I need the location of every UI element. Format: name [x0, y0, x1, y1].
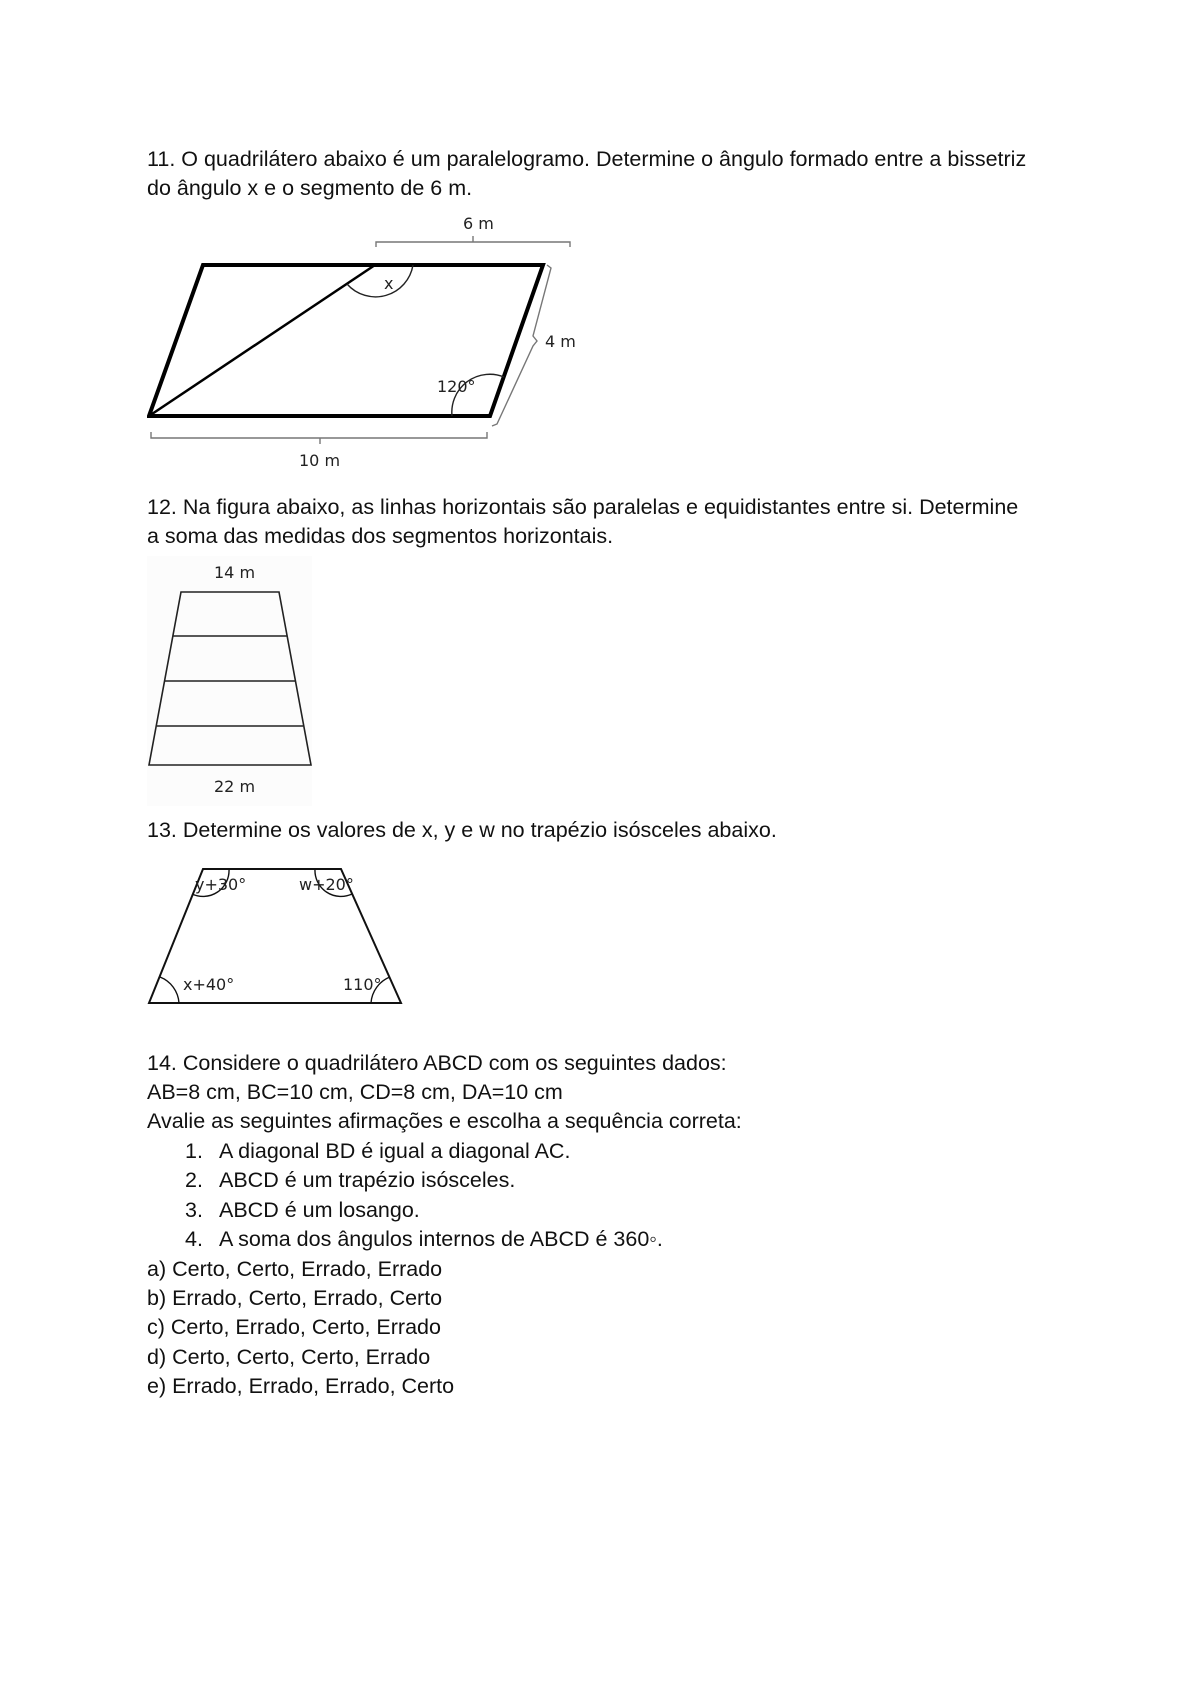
- statement-text: ABCD é um losango.: [219, 1198, 420, 1222]
- q12-trapezoid-figure: [147, 556, 317, 806]
- q14-text-line-2: AB=8 cm, BC=10 cm, CD=8 cm, DA=10 cm: [147, 1080, 563, 1104]
- q13-text-line: 13. Determine os valores de x, y e w no trapézio isósceles abaixo.: [147, 818, 777, 842]
- q13-bottom-left-label: x+40°: [183, 975, 235, 994]
- q14-statement: [185, 1225, 663, 1254]
- q12-text-line-1: 12. Na figura abaixo, as linhas horizontais são paralelas e equidistantes entre si. Determine: [147, 495, 1019, 519]
- statement-number: 1.: [185, 1139, 203, 1163]
- q14-option-a: a) Certo, Certo, Errado, Errado: [147, 1257, 443, 1281]
- q11-segment: [149, 265, 375, 416]
- q11-text-line-1: 11. O quadrilátero abaixo é um paralelogramo. Determine o ângulo formado entre a bissetriz: [147, 147, 1027, 171]
- q11-parallelogram: [149, 265, 543, 416]
- statement-text: A diagonal BD é igual a diagonal AC.: [219, 1139, 571, 1163]
- q11-bottom-label: 10 m: [299, 451, 341, 470]
- q12-text-line-2: a soma das medidas dos segmentos horizontais.: [147, 524, 614, 548]
- q14-statement: [185, 1137, 570, 1166]
- q11-text-line-2: do ângulo x e o segmento de 6 m.: [147, 176, 473, 200]
- q13-top-left-label: y+30°: [195, 875, 247, 894]
- q14-option-b: b) Errado, Certo, Errado, Certo: [147, 1286, 443, 1310]
- statement-text: ABCD é um trapézio isósceles.: [219, 1168, 516, 1192]
- q14-option-c: c) Certo, Errado, Certo, Errado: [147, 1315, 441, 1339]
- q12-bottom-label: 22 m: [214, 777, 256, 796]
- statement-number: 3.: [185, 1198, 203, 1222]
- q13-bottom-left-arc: [160, 977, 179, 1003]
- q14-option-d: d) Certo, Certo, Certo, Errado: [147, 1345, 431, 1369]
- q14-statement: [185, 1196, 420, 1225]
- q14-text-line-1: 14. Considere o quadrilátero ABCD com os seguintes dados:: [147, 1051, 727, 1075]
- q12-top-label: 14 m: [214, 563, 256, 582]
- statement-text: A soma dos ângulos internos de ABCD é 360◦.: [219, 1227, 663, 1251]
- q13-top-right-label: w+20°: [299, 875, 354, 894]
- q14-text-line-3: Avalie as seguintes afirmações e escolha a sequência correta:: [147, 1109, 742, 1133]
- q11-side-bracket: [492, 265, 551, 426]
- q13-trapezoid-figure: [147, 850, 407, 1020]
- q11-parallelogram-figure: [147, 210, 587, 475]
- q13-bottom-right-label: 110°: [343, 975, 382, 994]
- statement-number: 2.: [185, 1168, 203, 1192]
- q11-top-bracket: [376, 236, 570, 247]
- q11-side-label: 4 m: [545, 332, 576, 351]
- q11-bottom-bracket: [151, 432, 487, 444]
- q11-angle-120-label: 120°: [437, 377, 476, 396]
- statement-number: 4.: [185, 1227, 203, 1251]
- q11-angle-x-arc: [347, 265, 413, 297]
- q14-option-e: e) Errado, Errado, Errado, Certo: [147, 1374, 455, 1398]
- q14-statement: [185, 1166, 515, 1195]
- q11-top-label: 6 m: [463, 214, 494, 233]
- q11-angle-x-label: x: [384, 274, 394, 293]
